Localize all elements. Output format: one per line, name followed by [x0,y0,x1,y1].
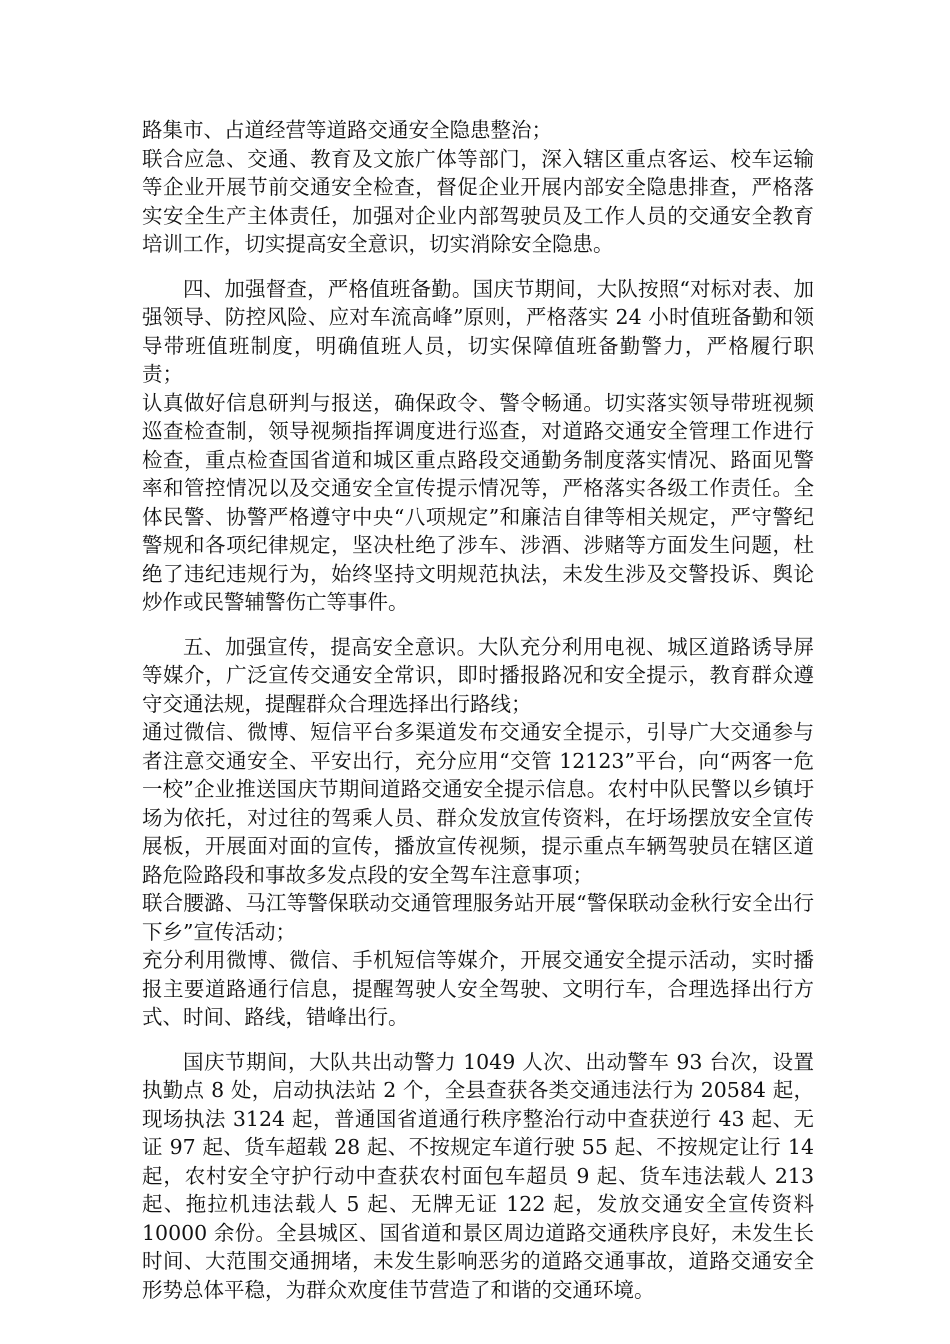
paragraph-line: 四、加强督查，严格值班备勤。国庆节期间，大队按照“对标对表、加强领导、防控风险、应对车流高峰”原则，严格落实 24 小时值班备勤和领导带班值班制度，明确值班人员，切实保障值班备勤警力，严格履行职责； [142,276,814,386]
paragraph-line: 通过微信、微博、短信平台多渠道发布交通安全提示，引导广大交通参与者注意交通安全、平安出行，充分应用“交管 12123”平台，向“两客一危一校”企业推送国庆节期间道路交通安全提示信息。农村中队民警以乡镇圩场为依托，对过往的驾乘人员、群众发放宣传资料，在圩场摆放安全宣传展板，开展面对面的宣传，播放宣传视频，提示重点车辆驾驶员在辖区道路危险路段和事故多发点段的安全驾车注意事项； [142,720,814,887]
paragraph-line: 国庆节期间，大队共出动警力 1049 人次、出动警车 93 台次，设置执勤点 8 处，启动执法站 2 个，全县查获各类交通违法行为 20584 起，现场执法 3124 起，普通国省道通行秩序整治行动中查获逆行 43 起、无证 97 起、货车超载 28 起、不按规定车道行驶 55 起、不按规定让行 14 起，农村安全守护行动中查获农村面包车超员 9 起、货车违法载人 213 起、拖拉机违法载人 5 起、无牌无证 122 起，发放交通安全宣传资料 10000 余份。全县城区、国省道和景区周边道路交通秩序良好，未发生长时间、大范围交通拥堵，未发生影响恶劣的道路交通事故，道路交通安全形势总体平稳，为群众欢度佳节营造了和谐的交通环境。 [142,1049,814,1302]
paragraph-line: 充分利用微博、微信、手机短信等媒介，开展交通安全提示活动，实时播报主要道路通行信息，提醒驾驶人安全驾驶、文明行车，合理选择出行方式、时间、路线，错峰出行。 [142,948,814,1029]
document-body [142,116,814,1304]
paragraph-4 [142,1048,814,1305]
paragraph-line: 路集市、占道经营等道路交通安全隐患整治； [142,118,552,142]
paragraph-3 [142,633,814,1032]
paragraph-1 [142,116,814,259]
paragraph-line: 联合腰潞、马江等警保联动交通管理服务站开展“警保联动金秋行安全出行下乡”宣传活动； [142,891,814,944]
paragraph-line: 认真做好信息研判与报送，确保政令、警令畅通。切实落实领导带班视频巡查检查制，领导视频指挥调度进行巡查，对道路交通安全管理工作进行检查，重点检查国省道和城区重点路段交通勤务制度落实情况、路面见警率和管控情况以及交通安全宣传提示情况等，严格落实各级工作责任。全体民警、协警严格遵守中央“八项规定”和廉洁自律等相关规定，严守警纪警规和各项纪律规定，坚决杜绝了涉车、涉酒、涉赌等方面发生问题，杜绝了违纪违规行为，始终坚持文明规范执法，未发生涉及交警投诉、舆论炒作或民警辅警伤亡等事件。 [142,390,814,614]
paragraph-2 [142,275,814,617]
paragraph-line: 联合应急、交通、教育及文旅广体等部门，深入辖区重点客运、校车运输等企业开展节前交通安全检查，督促企业开展内部安全隐患排查，严格落实安全生产主体责任，加强对企业内部驾驶员及工作人员的交通安全教育培训工作，切实提高安全意识，切实消除安全隐患。 [142,146,814,256]
paragraph-line: 五、加强宣传，提高安全意识。大队充分利用电视、城区道路诱导屏等媒介，广泛宣传交通安全常识，即时播报路况和安全提示，教育群众遵守交通法规，提醒群众合理选择出行路线； [142,634,814,716]
